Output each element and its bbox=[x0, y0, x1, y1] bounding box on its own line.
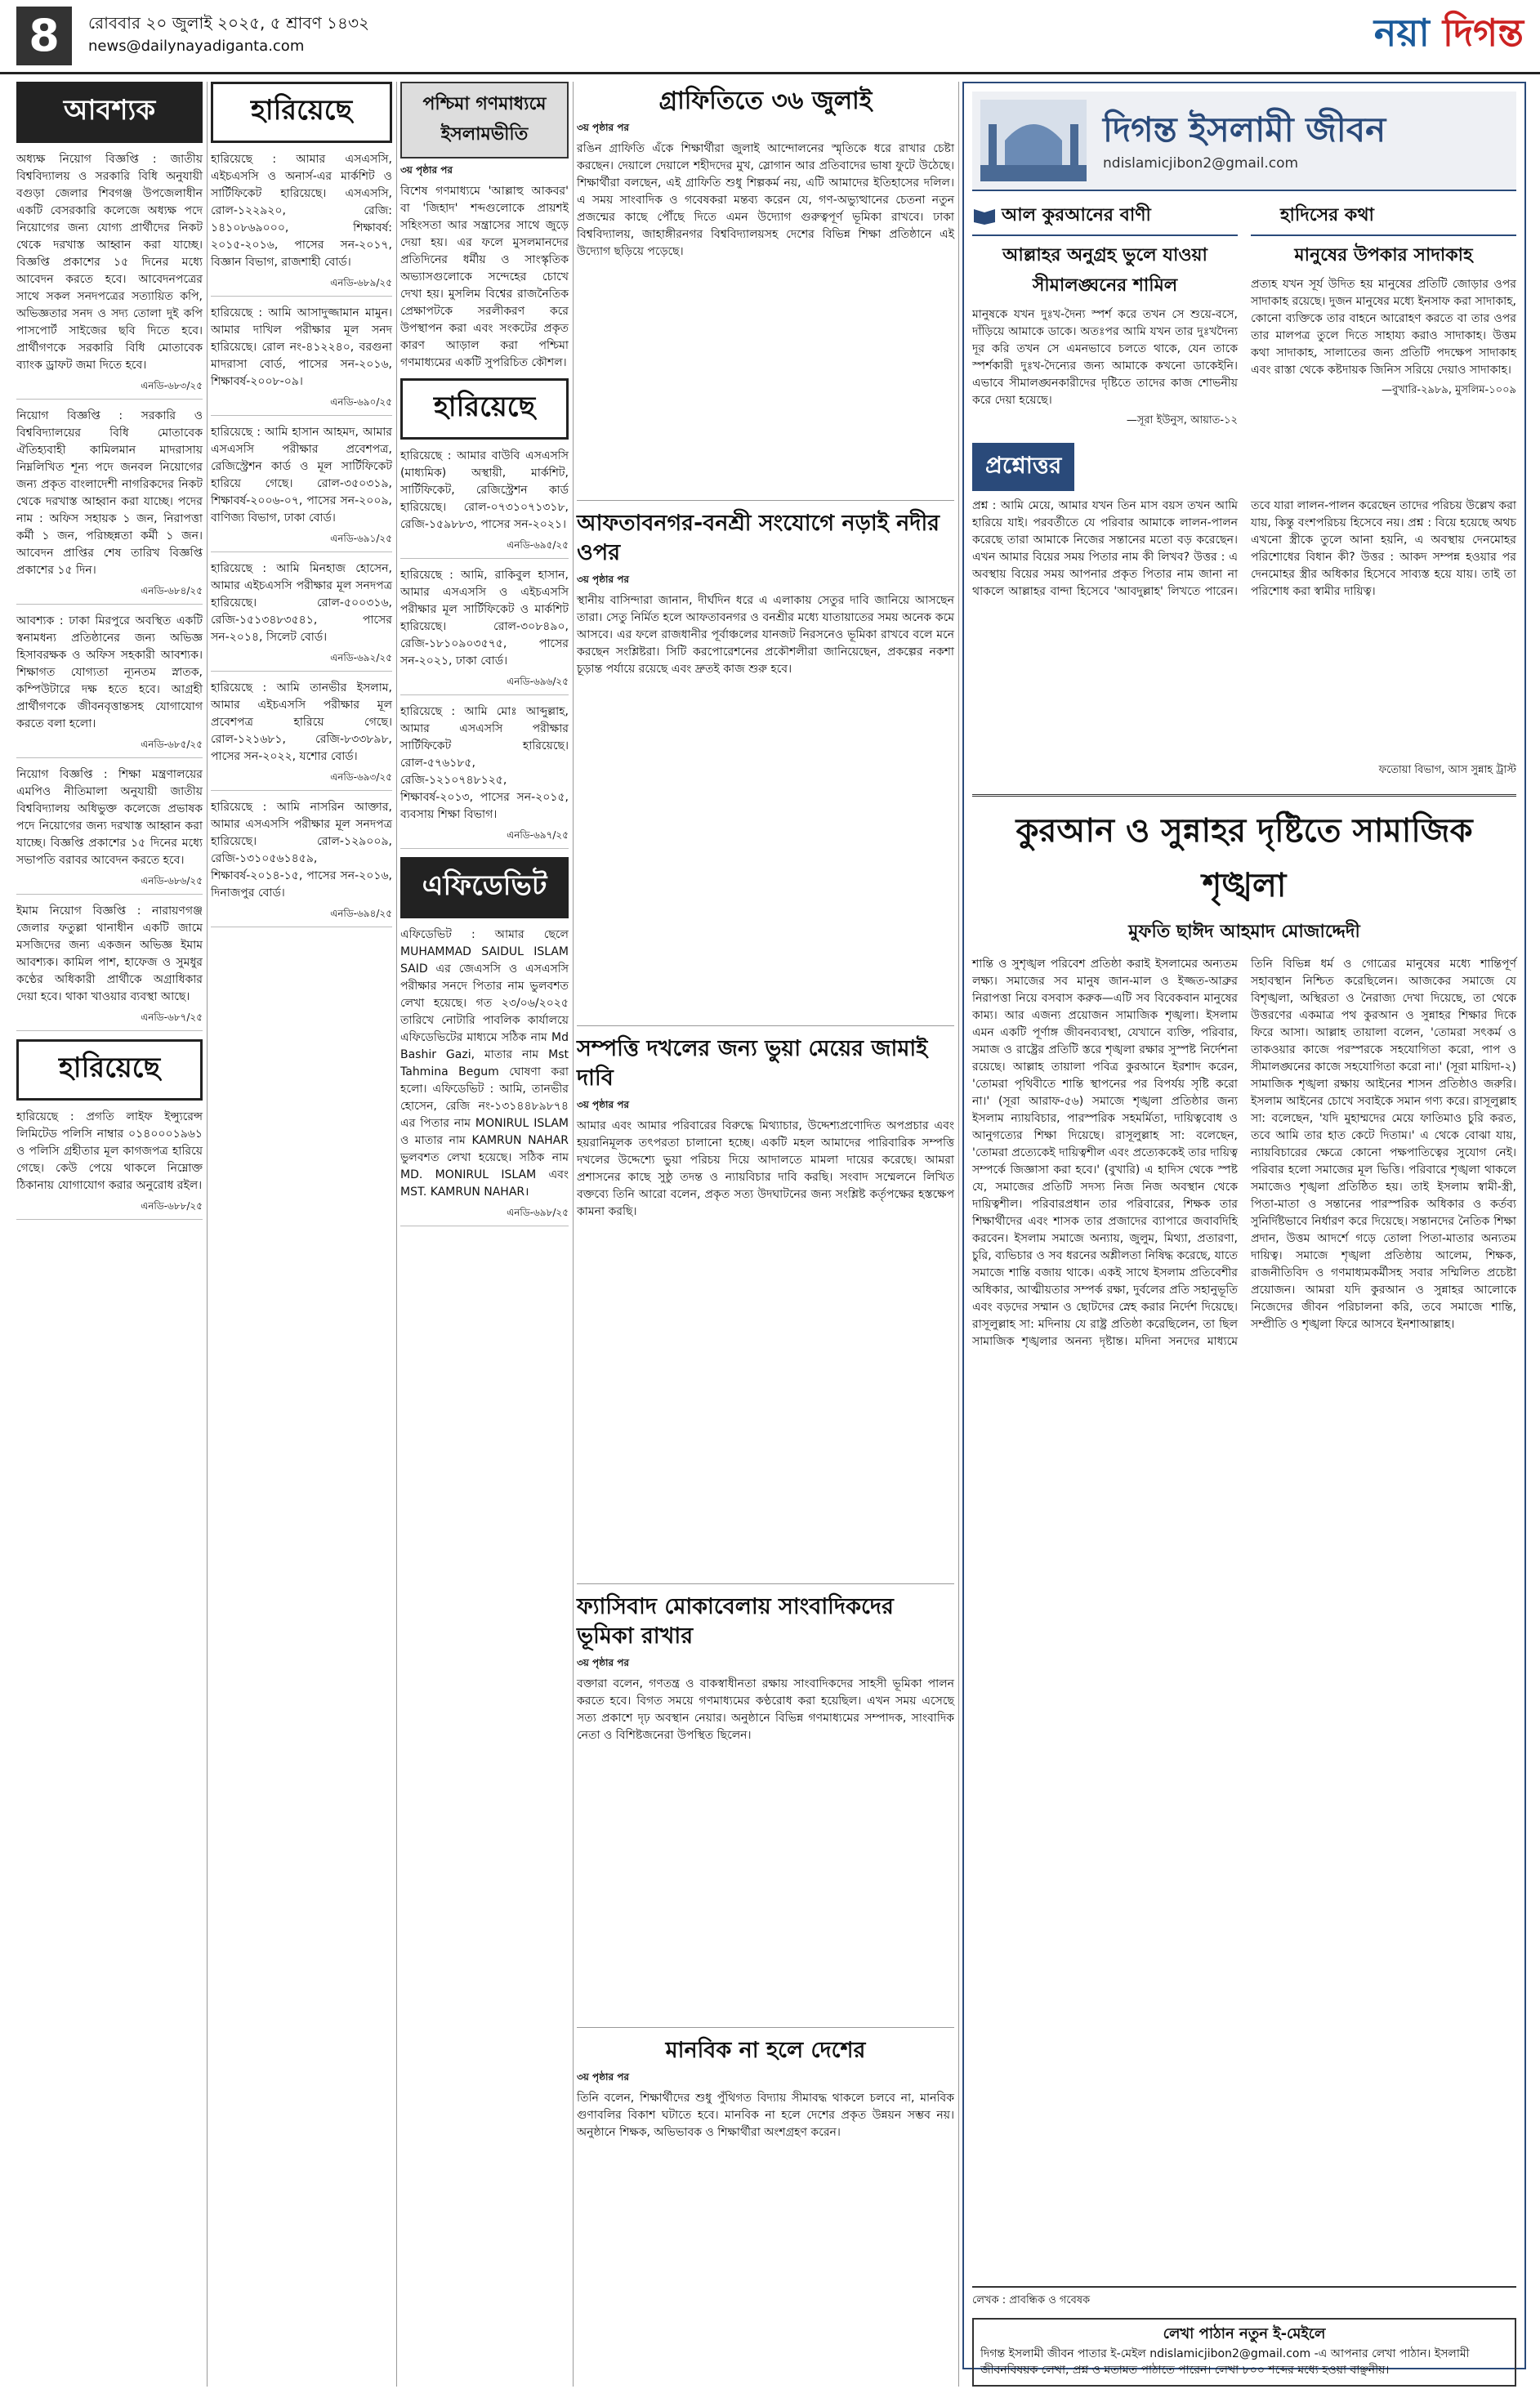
lost-notice: হারিয়েছে : আমি তানভীর ইসলাম, আমার এইচএসসি পরীক্ষার মূল প্রবেশপত্র হারিয়ে গেছে। রোল-১২১৬৮১, রেজি-৮৩৩৮৯৮, পাসের সন-২০২২, যশোর বোর্ড। bbox=[211, 681, 392, 763]
submission-box bbox=[972, 2318, 1516, 2387]
qa-body: প্রশ্ন : আমি মেয়ে, আমার যখন তিন মাস বয়স তখন আমি হারিয়ে যাই। পরবর্তীতে যে পরিবার আমাকে লালন-পালন করেছে তারা আমাকে নিজের সন্তানের মতো বড় করেছেন। এখন আমার বিয়ের সময় পিতার নাম কী লিখব? উত্তর : এ অবস্থায় বিয়ের সময় আপনার প্রকৃত পিতার নাম জানা না থাকলে আল্লাহর বান্দা হিসেবে 'আবদুল্লাহ' লিখতে পারেন। তবে যারা লালন-পালন করেছেন তাদের পরিচয় উল্লেখ করা যায়, কিন্তু বংশপরিচয় হিসেবে নয়। প্রশ্ন : বিয়ে হয়েছে অথচ এখনো স্ত্রীকে তুলে আনা হয়নি, এ অবস্থায় দেনমোহর পরিশোধের বিধান কী? উত্তর : আকদ সম্পন্ন হওয়ার পর দেনমোহর স্ত্রীর অধিকার হিসেবে সাব্যস্ত হয়ে যায়। তাই তা পরিশোধ করা স্বামীর দায়িত্ব। bbox=[972, 499, 1516, 598]
lost-notice: হারিয়েছে : আমি মিনহাজ হোসেন, আমার এইচএসসি পরীক্ষার মূল সনদপত্র হারিয়েছে। রোল-৫০০৩১৬, রেজি-১৫১৩৪৮৩৫৪১, পাসের সন-২০১৪, সিলেট বোর্ড। bbox=[211, 562, 392, 644]
section-head-wanted: আবশ্যক bbox=[16, 82, 203, 143]
islamic-life-section bbox=[962, 82, 1526, 2387]
hadith-text: প্রত্যহ যখন সূর্য উদিত হয় মানুষের প্রতিটি জোড়ার ওপর সাদাকাহ রয়েছে। দুজন মানুষের মধ্যে ইনসাফ করা সাদাকাহ, কোনো ব্যক্তিকে তার বাহনে আরোহণ করতে বা তার ওপর তার মালপত্র তুলে দিতে সাহায্য করাও সাদাকাহ। উত্তম কথা সাদাকাহ, সালাতের জন্য প্রতিটি পদক্ষেপ সাদাকাহ এবং রাস্তা থেকে কষ্টদায়ক জিনিস সরিয়ে দেয়াও সাদাকাহ। bbox=[1251, 278, 1516, 377]
lost-column bbox=[211, 82, 392, 2387]
story-divider bbox=[577, 500, 954, 501]
quran-reference: —সূরা ইউনুস, আয়াত-১২ bbox=[1126, 414, 1238, 426]
section-head-lost: হারিয়েছে bbox=[16, 1039, 203, 1101]
hadith-headline: মানুষের উপকার সাদাকাহ bbox=[1294, 245, 1473, 266]
classified-ad: ইমাম নিয়োগ বিজ্ঞপ্তি : নারায়ণগঞ্জ জেলার ফতুল্লা থানাধীন একটি জামে মসজিদের জন্য একজন অভিজ্ঞ ইমাম আবশ্যক। কামিল পাশ, হাফেজ ও সুমধুর কণ্ঠের অধিকারী প্রার্থীকে অগ্রাধিকার দেয়া হবে। থাকা খাওয়ার ব্যবস্থা আছে। bbox=[16, 904, 203, 1003]
continued-from: ৩য় পৃষ্ঠার পর bbox=[577, 1657, 630, 1668]
classified-ad: নিয়োগ বিজ্ঞপ্তি : শিক্ষা মন্ত্রণালয়ের এমপিও নীতিমালা অনুযায়ী জাতীয় বিশ্ববিদ্যালয় অধিভুক্ত কলেজে প্রভাষক পদে নিয়োগের জন্য দরখাস্ত আহ্বান করা যাচ্ছে। বিজ্ঞপ্তি প্রকাশের ১৫ দিনের মধ্যে সভাপতি বরাবর আবেদন করতে হবে। bbox=[16, 768, 203, 867]
quran-label-text: আল কুরআনের বাণী bbox=[1002, 205, 1151, 226]
story-headline[interactable]: মানবিক না হলে দেশের bbox=[665, 2038, 866, 2063]
masthead-logo bbox=[1374, 5, 1524, 67]
section-head-affidavit: এফিডেভিট bbox=[400, 857, 569, 918]
mixed-column bbox=[400, 82, 569, 2387]
ad-ref: এনডি-৬৮৭/২৫ bbox=[16, 1011, 203, 1031]
classified-ad: অধ্যক্ষ নিয়োগ বিজ্ঞপ্তি : জাতীয় বিশ্ববিদ্যালয় ও সরকারি বিধি অনুযায়ী বগুড়া জেলার শিবগঞ্জ উপজেলাধীন একটি বেসরকারি কলেজে অধ্যক্ষ পদে নিয়োগের জন্য যোগ্য প্রার্থীদের নিকট থেকে দরখাস্ত আহ্বান করা যাচ্ছে। বিজ্ঞপ্তি প্রকাশের ১৫ দিনের মধ্যে আবেদন করতে হবে। আবেদনপত্রের সাথে সকল সনদপত্রের সত্যায়িত কপি, অভিজ্ঞতার সনদ ও সদ্য তোলা দুই কপি পাসপোর্ট সাইজের ছবি দিতে হবে। প্রার্থীগণকে সরকারি বিধি মোতাবেক ব্যাংক ড্রাফট জমা দিতে হবে। bbox=[16, 153, 203, 372]
news-column bbox=[577, 82, 954, 2387]
logo-part1: নয়া bbox=[1373, 11, 1443, 55]
story-headline: পশ্চিমা গণমাধ্যমে ইসলামভীতি bbox=[400, 82, 569, 159]
section-email[interactable]: ndislamicjibon2@gmail.com bbox=[1103, 155, 1299, 172]
ad-ref: এনডি-৬৯৬/২৫ bbox=[400, 675, 569, 695]
article-author: মুফতি ছাঈদ আহমাদ মোজাদ্দেদী bbox=[1128, 922, 1360, 942]
logo-part2: দিগন্ত bbox=[1442, 11, 1524, 55]
column-rule bbox=[573, 82, 574, 2387]
ad-ref: এনডি-৬৮৪/২৫ bbox=[16, 584, 203, 605]
continued-from: ৩য় পৃষ্ঠার পর bbox=[577, 1099, 630, 1110]
qa-heading: প্রশ্নোত্তর bbox=[972, 443, 1074, 491]
lost-notice: হারিয়েছে : আমি হাসান আহমদ, আমার এসএসসি পরীক্ষার প্রবেশপত্র, রেজিস্ট্রেশন কার্ড ও মূল সার্টিফিকেট হারিয়ে গেছে। রোল-৩৫০৩১৯, শিক্ষাবর্ষ-২০০৬-০৭, পাসের সন-২০০৯, বাণিজ্য বিভাগ, ঢাকা বোর্ড। bbox=[211, 426, 392, 525]
classified-ad: নিয়োগ বিজ্ঞপ্তি : সরকারি ও বিশ্ববিদ্যালয়ের বিধি মোতাবেক ঐতিহ্যবাহী কামিলমান মাদরাসায় নিম্নলিখিত শূন্য পদে জনবল নিয়োগের জন্য প্রকৃত বাংলাদেশী নাগরিকদের নিকট থেকে দরখাস্ত আহ্বান করা যাচ্ছে। পদের নাম : অফিস সহায়ক ১ জন, নিরাপত্তা কর্মী ১ জন, পরিচ্ছন্নতা কর্মী ১ জন। আবেদন প্রাপ্তির শেষ তারিখ বিজ্ঞপ্তি প্রকাশের ১৫ দিন। bbox=[16, 409, 203, 577]
article-body: শান্তি ও সুশৃঙ্খল পরিবেশ প্রতিষ্ঠা করাই ইসলামের অন্যতম লক্ষ্য। সমাজের সব মানুষ জান-মাল ও ইজ্জত-আব্রুর নিরাপত্তা নিয়ে বসবাস করুক—এটি সব বিবেকবান মানুষের কাম্য। আর এজন্য প্রয়োজন সামাজিক শৃঙ্খলা। ইসলাম এমন একটি পূর্ণাঙ্গ জীবনব্যবস্থা, যেখানে ব্যক্তি, পরিবার, সমাজ ও রাষ্ট্রের প্রতিটি স্তরে শৃঙ্খলা রক্ষার সুস্পষ্ট নির্দেশনা রয়েছে। আল্লাহ তায়ালা পবিত্র কুরআনে ইরশাদ করেন, 'তোমরা পৃথিবীতে শান্তি স্থাপনের পর বিপর্যয় সৃষ্টি করো না।' (সূরা আরাফ-৫৬) সমাজে শৃঙ্খলা প্রতিষ্ঠার জন্য ইসলাম ন্যায়বিচার, পারস্পরিক সহমর্মিতা, দায়িত্ববোধ ও আনুগত্যের শিক্ষা দিয়েছে। রাসূলুল্লাহ সা: বলেছেন, 'তোমরা প্রত্যেকেই দায়িত্বশীল এবং প্রত্যেককেই তার দায়িত্ব সম্পর্কে জিজ্ঞাসা করা হবে।' (বুখারি) এ হাদিস থেকে স্পষ্ট যে, সমাজের প্রতিটি সদস্য নিজ নিজ অবস্থান থেকে দায়িত্বশীল। পরিবারপ্রধান তার পরিবারের, শিক্ষক তার শিক্ষার্থীদের এবং শাসক তার প্রজাদের ব্যাপারে জবাবদিহি করবেন। ইসলাম সমাজে অন্যায়, জুলুম, মিথ্যা, প্রতারণা, চুরি, ব্যভিচার ও সব ধরনের অশ্লীলতা নিষিদ্ধ করেছে, যাতে সমাজে শান্তি বজায় থাকে। একই সাথে ইসলাম প্রতিবেশীর অধিকার, আত্মীয়তার সম্পর্ক রক্ষা, দুর্বলের প্রতি সহানুভূতি এবং বড়দের সম্মান ও ছোটদের স্নেহ করার নির্দেশ দিয়েছে। রাসূলুল্লাহ সা: মদিনায় যে রাষ্ট্র প্রতিষ্ঠা করেছিলেন, তা ছিল সামাজিক শৃঙ্খলার অনন্য দৃষ্টান্ত। মদিনা সনদের মাধ্যমে তিনি বিভিন্ন ধর্ম ও গোত্রের মানুষের মধ্যে শান্তিপূর্ণ সহাবস্থান নিশ্চিত করেছিলেন। আজকের সমাজে যে বিশৃঙ্খলা, অস্থিরতা ও নৈরাজ্য দেখা দিয়েছে, তা থেকে উত্তরণের একমাত্র পথ কুরআন ও সুন্নাহর শিক্ষার দিকে ফিরে আসা। আল্লাহ তায়ালা বলেন, 'তোমরা সৎকর্ম ও তাকওয়ার কাজে পরস্পরকে সহযোগিতা করো, পাপ ও সীমালঙ্ঘনের কাজে সহযোগিতা করো না।' (সূরা মায়িদা-২) সামাজিক শৃঙ্খলা রক্ষায় আইনের শাসন প্রতিষ্ঠাও জরুরি। ইসলাম আইনের চোখে সবাইকে সমান গণ্য করে। রাসূলুল্লাহ সা: বলেছেন, 'যদি মুহাম্মদের মেয়ে ফাতিমাও চুরি করত, তবে আমি তার হাত কেটে দিতাম।' এ থেকে বোঝা যায়, ন্যায়বিচারের ক্ষেত্রে কোনো পক্ষপাতিত্বের সুযোগ নেই। পরিবার হলো সমাজের মূল ভিত্তি। পরিবারে শৃঙ্খলা থাকলে সমাজেও শৃঙ্খলা প্রতিষ্ঠিত হয়। তাই ইসলাম স্বামী-স্ত্রী, পিতা-মাতা ও সন্তানের পারস্পরিক অধিকার ও কর্তব্য সুনির্দিষ্টভাবে নির্ধারণ করে দিয়েছে। সন্তানদের নৈতিক শিক্ষা প্রদান, উত্তম আদর্শে গড়ে তোলা পিতা-মাতার অন্যতম দায়িত্ব। সমাজে শৃঙ্খলা প্রতিষ্ঠায় আলেম, শিক্ষক, রাজনীতিবিদ ও গণমাধ্যমকর্মীসহ সবার সম্মিলিত প্রচেষ্টা প্রয়োজন। আমরা যদি কুরআন ও সুন্নাহর আলোকে নিজেদের জীবন পরিচালনা করি, তবে সমাজে শান্তি, সম্প্রীতি ও শৃঙ্খলা ফিরে আসবে ইনশাআল্লাহ। bbox=[972, 958, 1516, 1348]
issue-date: রোববার ২০ জুলাই ২০২৫, ৫ শ্রাবণ ১৪৩২ bbox=[88, 13, 369, 33]
ad-ref: এনডি-৬৮৩/২৫ bbox=[16, 379, 203, 400]
classified-ad: আবশ্যক : ঢাকা মিরপুরে অবস্থিত একটি স্বনামধন্য প্রতিষ্ঠানের জন্য অভিজ্ঞ হিসাবরক্ষক ও অফিস সহকারী আবশ্যক। শিক্ষাগত যোগ্যতা ন্যূনতম স্নাতক, কম্পিউটারে দক্ষ হতে হবে। আগ্রহী প্রার্থীগণকে জীবনবৃত্তান্তসহ যোগাযোগ করতে বলা হলো। bbox=[16, 614, 203, 730]
ad-ref: এনডি-৬৯১/২৫ bbox=[211, 532, 392, 552]
quran-box bbox=[972, 201, 1238, 430]
ad-ref: এনডি-৬৯৪/২৫ bbox=[211, 907, 392, 927]
story-headline[interactable]: গ্রাফিতিতে ৩৬ জুলাই bbox=[658, 87, 873, 115]
ad-ref: এনডি-৬৯৮/২৫ bbox=[400, 1206, 569, 1226]
quran-label bbox=[972, 201, 1238, 236]
column-rule bbox=[958, 82, 959, 2387]
lost-notice: হারিয়েছে : আমার এসএসসি, এইচএসসি ও অনার্স-এর মার্কশিট ও সার্টিফিকেট হারিয়েছে। এসএসসি, রোল-১২২৯২০, রেজি: ১৪১০৮৬৯০০০, শিক্ষাবর্ষ: ২০১৫-২০১৬, পাসের সন-২০১৭, বিজ্ঞান বিভাগ, রাজশাহী বোর্ড। bbox=[211, 153, 392, 269]
lost-notice: হারিয়েছে : আমি মোঃ আব্দুল্লাহ, আমার এসএসসি পরীক্ষার সার্টিফিকেট হারিয়েছে। রোল-৫৭৬১৮৫, রেজি-১২১০৭৪৮১২৫, শিক্ষাবর্ষ-২০১৩, পাসের সন-২০১৫, ব্যবসায় শিক্ষা বিভাগ। bbox=[400, 705, 569, 821]
ad-ref: এনডি-৬৯২/২৫ bbox=[211, 651, 392, 672]
story-body: তিনি বলেন, শিক্ষার্থীদের শুধু পুঁথিগত বিদ্যায় সীমাবদ্ধ থাকলে চলবে না, মানবিক গুণাবলির বিকাশ ঘটাতে হবে। মানবিক না হলে দেশের প্রকৃত উন্নয়ন সম্ভব নয়। অনুষ্ঠানে শিক্ষক, অভিভাবক ও শিক্ষার্থীরা অংশগ্রহণ করেন। bbox=[577, 2092, 954, 2139]
submission-heading: লেখা পাঠান নতুন ই-মেইলে bbox=[1163, 2325, 1326, 2342]
story-divider bbox=[577, 1583, 954, 1584]
mosque-icon bbox=[980, 100, 1087, 181]
header-email[interactable]: news@dailynayadiganta.com bbox=[88, 38, 305, 55]
quran-text: মানুষকে যখন দুঃখ-দৈন্য স্পর্শ করে তখন সে শুয়ে-বসে, দাঁড়িয়ে আমাকে ডাকে। অতঃপর আমি যখন তার দুঃখদৈন্য দূর করি তখন সে এমনভাবে চলতে থাকে, যেন তাকে স্পর্শকারী দুঃখ-দৈন্যের জন্য আমাকে কখনো ডাকেইনি। এভাবে সীমালঙ্ঘনকারীদের দৃষ্টিতে তাদের কাজ শোভনীয় করে দেয়া হয়েছে। bbox=[972, 308, 1238, 407]
continued-from: ৩য় পৃষ্ঠার পর bbox=[577, 2071, 630, 2083]
ad-ref: এনডি-৬৯৫/২৫ bbox=[400, 538, 569, 559]
story-body: বক্তারা বলেন, গণতন্ত্র ও বাকস্বাধীনতা রক্ষায় সাংবাদিকদের সাহসী ভূমিকা পালন করতে হবে। বিগত সময়ে গণমাধ্যমের কণ্ঠরোধ করা হয়েছিল। এখন সময় এসেছে সত্য প্রকাশে দৃঢ় অবস্থান নেয়ার। অনুষ্ঠানে বিভিন্ন গণমাধ্যমের সম্পাদক, সাংবাদিক নেতা ও বিশিষ্টজনেরা উপস্থিত ছিলেন। bbox=[577, 1677, 954, 1742]
page-number: 8 bbox=[16, 7, 72, 65]
islamic-section-banner bbox=[972, 92, 1516, 191]
section-head-lost: হারিয়েছে bbox=[400, 378, 569, 440]
quran-hadith-row bbox=[972, 201, 1516, 430]
quran-headline: আল্লাহর অনুগ্রহ ভুলে যাওয়া সীমালঙ্ঘনের শামিল bbox=[1002, 245, 1207, 296]
hadith-reference: —বুখারি-২৯৮৯, মুসলিম-১০০৯ bbox=[1381, 384, 1516, 396]
ad-ref: এনডি-৬৯৭/২৫ bbox=[400, 828, 569, 849]
ad-ref: এনডি-৬৮৫/২৫ bbox=[16, 738, 203, 758]
column-rule bbox=[396, 82, 397, 2387]
lost-notice: হারিয়েছে : প্রগতি লাইফ ইন্স্যুরেন্স লিমিটেড পলিসি নাম্বার ০১৪০০০১৯৬১ ও পলিসি গ্রহীতার মূল কাগজপত্র হারিয়ে গেছে। কেউ পেয়ে থাকলে নিম্নোক্ত ঠিকানায় যোগাযোগ করার অনুরোধ রইল। bbox=[16, 1110, 203, 1192]
story-headline[interactable]: ফ্যাসিবাদ মোকাবেলায় সাংবাদিকদের ভূমিকা রাখার bbox=[577, 1594, 894, 1649]
story-body: বিশেষ গণমাধ্যমে 'আল্লাহু আকবর' বা 'জিহাদ' শব্দগুলোকে প্রায়শই সহিংসতা আর সন্ত্রাসের সাথে জুড়ে দেয়া হয়। এর ফলে মুসলমানদের প্রতিদিনের ধর্মীয় ও সাংস্কৃতিক অভ্যাসগুলোকে সন্দেহের চোখে দেখা হয়। মুসলিম বিশ্বের রাজনৈতিক প্রেক্ষাপটকে সরলীকরণ করে উপস্থাপন করা এবং সংকটের প্রকৃত কারণ আড়াল করা পশ্চিমা গণমাধ্যমের একটি সুপরিচিত কৌশল। bbox=[400, 185, 569, 369]
qa-reference: ফতোয়া বিভাগ, আস সুন্নাহ ট্রাস্ট bbox=[1378, 764, 1516, 776]
hadith-label bbox=[1251, 201, 1516, 236]
story-body: স্থানীয় বাসিন্দারা জানান, দীর্ঘদিন ধরে এ এলাকায় সেতুর দাবি জানিয়ে আসছেন তারা। সেতু নির্মিত হলে আফতাবনগর ও বনশ্রীর মধ্যে যাতায়াতের সময় অনেক কমে আসবে। এর ফলে রাজধানীর পূর্বাঞ্চলের যানজট নিরসনেও ভূমিকা রাখবে বলে মনে করছেন সংশ্লিষ্টরা। সিটি করপোরেশনের প্রকৌশলীরা জানিয়েছেন, প্রকল্পের নকশা চূড়ান্ত পর্যায়ে রয়েছে এবং দ্রুতই কাজ শুরু হবে। bbox=[577, 594, 954, 676]
continued-from: ৩য় পৃষ্ঠার পর bbox=[400, 164, 453, 176]
story-divider bbox=[577, 2027, 954, 2028]
ad-ref: এনডি-৬৯০/২৫ bbox=[211, 395, 392, 416]
story-headline[interactable]: আফতাবনগর-বনশ্রী সংযোগে নড়াই নদীর ওপর bbox=[577, 511, 940, 565]
ad-ref: এনডি-৬৮৬/২৫ bbox=[16, 874, 203, 895]
story-body: রঙিন গ্রাফিতি এঁকে শিক্ষার্থীরা জুলাই আন্দোলনের স্মৃতিকে ধরে রাখার চেষ্টা করছেন। দেয়ালে দেয়ালে শহীদদের মুখ, স্লোগান আর প্রতিবাদের ভাষা ফুটে উঠেছে। শিক্ষার্থীরা বলছেন, এই গ্রাফিতি শুধু শিল্পকর্ম নয়, এটি আমাদের ইতিহাসের দলিল। এ সময় সাংবাদিক ও গবেষকরা মন্তব্য করেন যে, গণ-অভ্যুত্থানের চেতনা নতুন প্রজন্মের কাছে পৌঁছে দিতে এমন উদ্যোগ গুরুত্বপূর্ণ ভূমিকা রাখবে। ঢাকা বিশ্ববিদ্যালয়, জাহাঙ্গীরনগর বিশ্ববিদ্যালয়সহ দেশের বিভিন্ন শিক্ষা প্রতিষ্ঠানে এই উদ্যোগ ছড়িয়ে পড়েছে। bbox=[577, 142, 954, 258]
lost-notice: হারিয়েছে : আমার বাউবি এসএসসি (মাধ্যমিক) অস্থায়ী, মার্কশিট, সার্টিফিকেট, রেজিস্ট্রেশন কার্ড হারিয়েছে। রোল-০৭৩১০৭১৩১৮, রেজি-১৫৯৮৮৩, পাসের সন-২০২১। bbox=[400, 449, 569, 531]
book-icon bbox=[972, 206, 997, 226]
author-note: লেখক : প্রাবন্ধিক ও গবেষক bbox=[972, 2286, 1516, 2310]
lost-notice: হারিয়েছে : আমি আসাদুজ্জামান মামুন। আমার দাখিল পরীক্ষার মূল সনদ হারিয়েছে। রোল নং-৪১২২৪০, বরগুনা মাদরাসা বোর্ড, পাসের সন-২০১৬, শিক্ষাবর্ষ-২০০৮-০৯। bbox=[211, 306, 392, 388]
submission-text: দিগন্ত ইসলামী জীবন পাতার ই-মেইল ndislamicjibon2@gmail.com -এ আপনার লেখা পাঠান। ইসলামী জীবনবিষয়ক লেখা, প্রশ্ন ও মতামত পাঠাতে পারেন। লেখা ৮০০ শব্দের মধ্যে হওয়া বাঞ্ছনীয়। bbox=[980, 2347, 1470, 2377]
lost-notice: হারিয়েছে : আমি, রাকিবুল হাসান, আমার এসএসসি ও এইচএসসি পরীক্ষার মূল সার্টিফিকেট ও মার্কশিট হারিয়েছে। রোল-৩০৮৪৯০, রেজি-১৮১০৯০৩৫৭৫, পাসের সন-২০২১, ঢাকা বোর্ড। bbox=[400, 569, 569, 668]
story-divider bbox=[577, 1025, 954, 1026]
classifieds-column bbox=[16, 82, 203, 2387]
page-header bbox=[0, 0, 1540, 74]
islamic-section-frame bbox=[962, 82, 1526, 2377]
crescent-icon bbox=[1251, 206, 1275, 226]
continued-from: ৩য় পৃষ্ঠার পর bbox=[577, 122, 630, 133]
story-body: আমার এবং আমার পরিবারের বিরুদ্ধে মিথ্যাচার, উদ্দেশ্যপ্রণোদিত অপপ্রচার এবং হয়রানিমূলক তৎপরতা চালানো হচ্ছে। একটি মহল আমাদের পারিবারিক সম্পত্তি দখলের উদ্দেশ্যে ভুয়া পরিচয় দিয়ে আদালতে মামলা দায়ের করেছে। আমরা প্রশাসনের কাছে সুষ্ঠু তদন্ত ও ন্যায়বিচার দাবি করছি। সংবাদ সম্মেলনে লিখিত বক্তব্যে তিনি আরো বলেন, প্রকৃত সত্য উদঘাটনের জন্য সংশ্লিষ্ট কর্তৃপক্ষের হস্তক্ষেপ কামনা করছি। bbox=[577, 1119, 954, 1218]
hadith-box bbox=[1251, 201, 1516, 430]
column-rule bbox=[207, 82, 208, 2387]
continued-from: ৩য় পৃষ্ঠার পর bbox=[577, 574, 630, 585]
affidavit-notice: এফিডেভিট : আমার ছেলে MUHAMMAD SAIDUL ISLAM SAID এর জেএসসি ও এসএসসি পরীক্ষার সনদে পিতার নাম ভুলবশত লেখা হয়েছে। গত ২৩/০৬/২০২৫ তারিখে নোটারি পাবলিক কার্যালয়ে এফিডেভিটের মাধ্যমে সঠিক নাম Md Bashir Gazi, মাতার নাম Mst Tahmina Begum ঘোষণা করা হলো। এফিডেভিট : আমি, তানভীর হোসেন, রেজি নং-১৩১৪৪৮৯৮৭৪ এর পিতার নাম MONIRUL ISLAM ও মাতার নাম KAMRUN NAHAR ভুলবশত লেখা হয়েছে। সঠিক নাম MD. MONIRUL ISLAM এবং MST. KAMRUN NAHAR। bbox=[400, 928, 569, 1199]
section-head-lost: হারিয়েছে bbox=[211, 82, 392, 143]
ad-ref: এনডি-৬৯৩/২৫ bbox=[211, 770, 392, 791]
lost-notice: হারিয়েছে : আমি নাসরিন আক্তার, আমার এসএসসি পরীক্ষার মূল সনদপত্র হারিয়েছে। রোল-১২৯০০৯, রেজি-১৩১০৫৬১৪৫৯, শিক্ষাবর্ষ-২০১৪-১৫, পাসের সন-২০১৬, দিনাজপুর বোর্ড। bbox=[211, 801, 392, 900]
ad-ref: এনডি-৬৮৮/২৫ bbox=[16, 1199, 203, 1220]
hadith-label-text: হাদিসের কথা bbox=[1280, 205, 1374, 226]
section-title: দিগন্ত ইসলামী জীবন bbox=[1103, 109, 1386, 150]
article-headline[interactable]: কুরআন ও সুন্নাহর দৃষ্টিতে সামাজিক শৃঙ্খলা bbox=[972, 794, 1516, 914]
story-headline[interactable]: সম্পত্তি দখলের জন্য ভুয়া মেয়ের জামাই দাবি bbox=[577, 1036, 928, 1091]
ad-ref: এনডি-৬৮৯/২৫ bbox=[211, 276, 392, 297]
